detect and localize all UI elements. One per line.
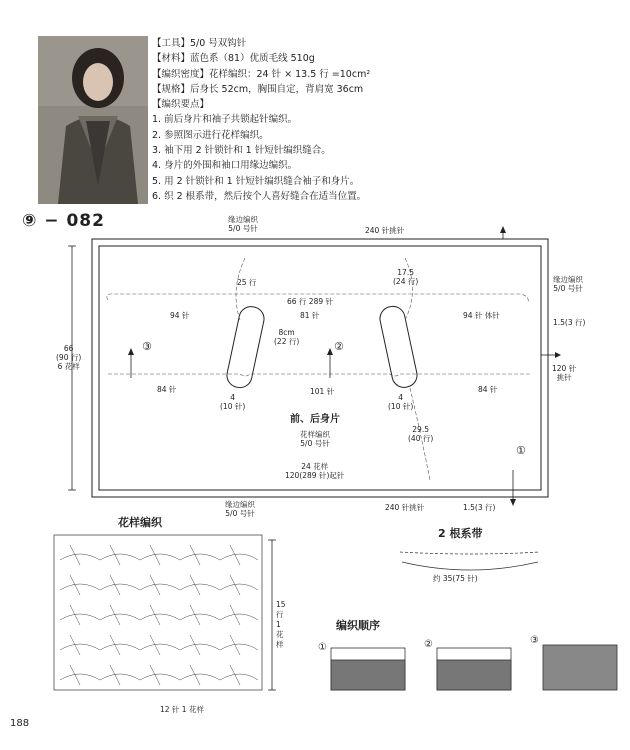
dim-25: 25 行: [237, 278, 257, 287]
order-3: ③: [530, 635, 539, 646]
chart-rows: 15 行1 花样: [276, 600, 286, 649]
step-2: 2. 参照图示进行花样编织。: [152, 129, 269, 141]
dim-84-left: 84 针: [157, 385, 177, 394]
dim-94-right: 94 针 体针: [463, 311, 500, 320]
ties-label: 约 35(75 针): [433, 574, 478, 583]
pattern-id: ⑨ − 082: [22, 211, 105, 231]
page-number: 188: [10, 718, 30, 729]
bottom-pick-up: 240 针挑针: [385, 503, 425, 512]
dim-8cm: 8cm (22 行): [274, 328, 300, 346]
order-title: 编织顺序: [336, 619, 380, 632]
arrow-3-label: ③: [142, 340, 152, 353]
step-3: 3. 袖下用 2 针锁针和 1 针短针编织缝合。: [152, 145, 331, 157]
edge-bottom: 缘边编织 5/0 号针: [225, 500, 255, 518]
dim-1-5-top: 1.5(3 行): [553, 318, 586, 327]
chart-bottom: 12 针 1 花样: [160, 705, 204, 714]
dim-29-5: 29.5 (40 行): [408, 425, 434, 443]
arrow-1-label: ①: [516, 444, 526, 457]
dim-81: 81 针: [300, 311, 320, 320]
cast-on: 24 花样 120(289 针)起针: [285, 462, 345, 480]
dim-66-289: 66 行 289 针: [287, 297, 334, 306]
dim-1-5-bottom: 1.5(3 行): [463, 503, 496, 512]
dim-84-right: 84 针: [478, 385, 498, 394]
size-line: 【规格】后身长 52cm，胸围自定，背肩宽 36cm: [152, 83, 364, 95]
body-title: 前、后身片: [290, 414, 340, 425]
edge-top-left: 缘边编织 5/0 号针: [228, 215, 258, 233]
dim-101: 101 针: [310, 387, 335, 396]
dim-4-right: 4 (10 针): [388, 393, 414, 411]
height-66: 66 (90 行) 6 花样: [56, 344, 82, 371]
step-4: 4. 身片的外围和袖口用缘边编织。: [152, 160, 298, 172]
step-6: 6. 织 2 根系带，然后按个人喜好缝合在适当位置。: [152, 190, 367, 202]
dim-17-5: 17.5 (24 行): [393, 268, 419, 286]
chart-title: 花样编织: [118, 516, 162, 529]
arrow-2-label: ②: [334, 340, 344, 353]
ties-title: 2 根系带: [438, 527, 483, 540]
order-2: ②: [424, 639, 433, 650]
dim-94-left: 94 针: [170, 311, 190, 320]
step-5: 5. 用 2 针锁针和 1 针短针编织缝合袖子和身片。: [152, 175, 360, 187]
tools-line: 【工具】5/0 号双钩针: [152, 38, 247, 49]
dim-4-left: 4 (10 针): [220, 393, 246, 411]
right-120: 120 针 挑针: [552, 364, 577, 382]
gauge-line: 【编织密度】花样编织：24 针 × 13.5 行 =10cm²: [152, 68, 371, 80]
top-pick-up: 240 针挑针: [365, 226, 405, 235]
points-title: 【编织要点】: [152, 99, 210, 111]
body-pattern: 花样编织 5/0 号针: [300, 430, 330, 448]
material-line: 【材料】蓝色系（81）优质毛线 510g: [152, 53, 315, 65]
edge-right: 缘边编织 5/0 号针: [553, 275, 583, 293]
order-1: ①: [318, 642, 327, 653]
step-1: 1. 前后身片和袖子共锁起针编织。: [152, 114, 298, 126]
